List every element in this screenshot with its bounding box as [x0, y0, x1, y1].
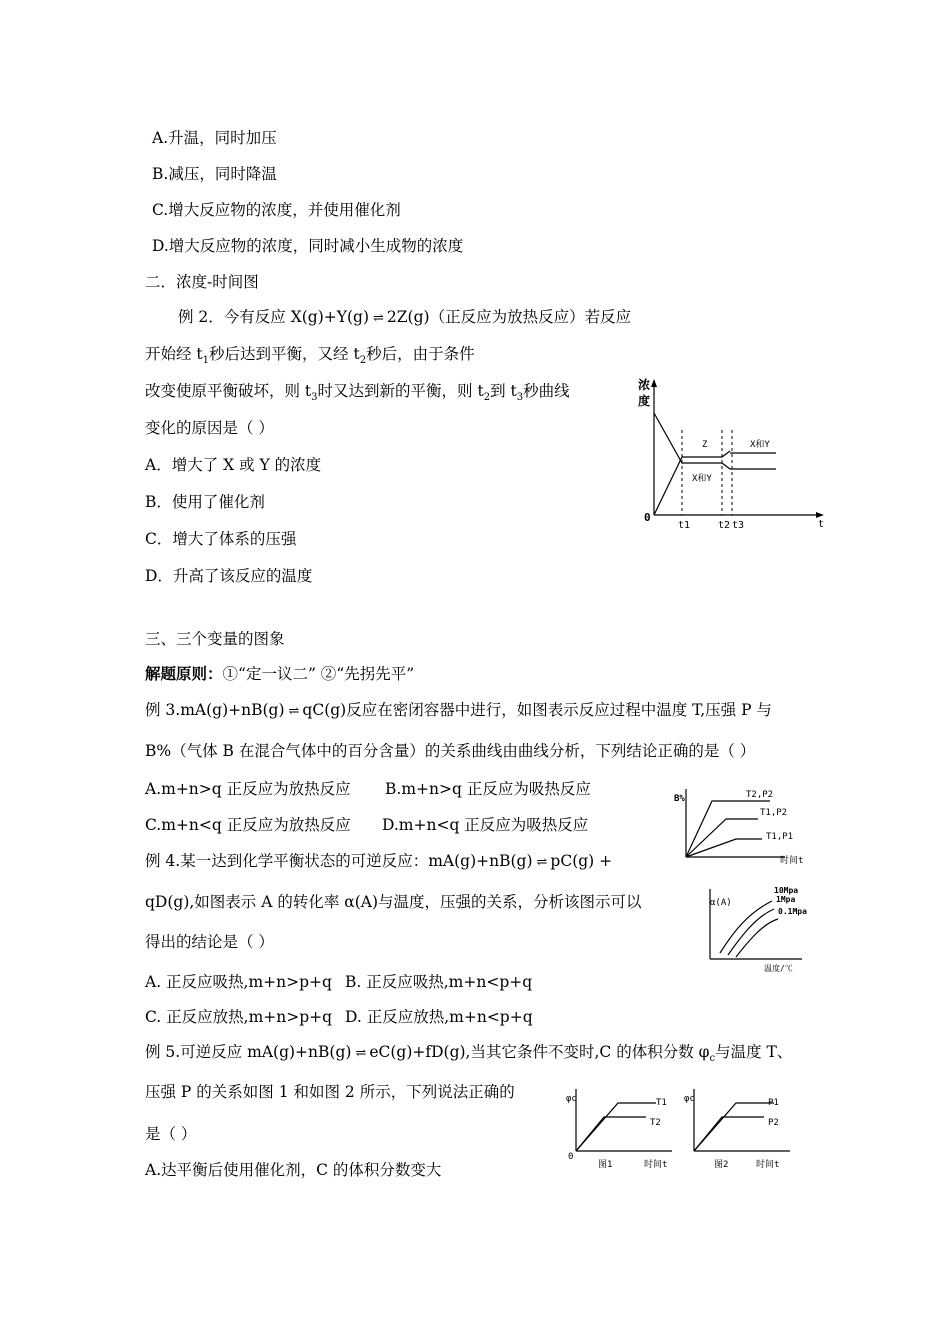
fig4-curve-t1	[576, 1103, 656, 1151]
q1-option-d: D.增大反应物的浓度，同时减小生成物的浓度	[152, 237, 464, 255]
section-3-heading: 三、三个变量的图象	[145, 630, 285, 648]
fig5-xlabel: 时间t	[756, 1160, 780, 1170]
fig4-ylabel: φc	[566, 1094, 577, 1104]
example-2-option-a: A．增大了 X 或 Y 的浓度	[145, 456, 322, 474]
fig5-caption: 图2	[714, 1160, 729, 1170]
q1-option-b: B.减压，同时降温	[152, 165, 277, 183]
example-4-option-a: A. 正反应吸热,m+n>p+q	[145, 973, 332, 991]
example-3-line-2: B%（气体 B 在混合气体中的百分含量）的关系曲线由曲线分析，下列结论正确的是（ ）	[145, 742, 756, 760]
conversion-temperature-figure	[702, 883, 812, 975]
example-2-intro: 例 2．今有反应 X(g)+Y(g) ⇌ 2Z(g)（正反应为放热反应）若反应	[178, 308, 632, 326]
fig1-xy-top-label: X和Y	[750, 440, 770, 450]
example-4-option-d: D. 正反应放热,m+n<p+q	[345, 1008, 533, 1026]
fig4-xlabel: 时间t	[644, 1160, 668, 1170]
fig2-label-t1p1: T1,P1	[766, 832, 794, 842]
example-2-line-3: 改变使原平衡破坏，则 $t_3$时又达到新的平衡，则 $t_2$到 $t_3$秒曲线	[145, 382, 570, 404]
fig3-ylabel: α(A)	[710, 898, 732, 908]
b-percent-time-figure	[670, 785, 815, 865]
fig1-t2-label: t2	[718, 520, 731, 531]
fig4-label-t1: T1	[656, 1098, 667, 1108]
fig2-curve-t1p2	[686, 819, 758, 857]
fig2-ylabel: B%	[674, 794, 685, 804]
example-5-option-a: A.达平衡后使用催化剂，C 的体积分数变大	[145, 1161, 442, 1179]
fig3-curve-01mpa	[736, 919, 778, 957]
q1-option-c: C.增大反应物的浓度，并使用催化剂	[152, 201, 401, 219]
example-5-line-1: 例 5.可逆反应 mA(g)+nB(g) ⇌ eC(g)+fD(g),当其它条件不变时,C 的体积分数 $\varphi_c$与温度 T、	[145, 1043, 793, 1065]
fig1-origin: 0	[644, 511, 651, 524]
fig4-origin: 0	[568, 1152, 574, 1162]
example-2-line-2: 开始经 $t_1$秒后达到平衡，又经 $t_2$秒后，由于条件	[145, 345, 475, 367]
fig1-curve-xy	[654, 413, 730, 469]
example-4-line-3: 得出的结论是（ ）	[145, 933, 274, 951]
example-2-option-c: C．增大了体系的压强	[145, 530, 297, 548]
section-2-heading: 二．浓度-时间图	[145, 273, 259, 291]
fig1-y-arrow	[651, 379, 657, 387]
example-3-line-1: 例 3.mA(g)+nB(g) ⇌ qC(g)反应在密闭容器中进行，如图表示反应过程中温度 T,压强 P 与	[145, 701, 772, 719]
fig4-label-t2: T2	[650, 1118, 661, 1128]
q1-option-a: A.升温，同时加压	[152, 129, 277, 147]
fig2-label-t2p2: T2,P2	[746, 790, 774, 800]
concentration-time-figure	[630, 375, 830, 535]
example-4-line-2: qD(g),如图表示 A 的转化率 α(A)与温度，压强的关系，分析该图示可以	[145, 893, 642, 911]
example-2-option-d: D．升高了该反应的温度	[145, 567, 313, 585]
example-4-option-b: B. 正反应吸热,m+n<p+q	[345, 973, 533, 991]
fig2-curve-t1p1	[686, 839, 762, 857]
example-2-option-b: B．使用了催化剂	[145, 493, 265, 511]
fig3-label-1mpa: 1Mpa	[776, 895, 796, 904]
fig2-curve-t2p2	[686, 801, 770, 857]
fig4-curve-t2	[576, 1117, 646, 1151]
fig1-x-label: t	[818, 519, 825, 530]
fig1-x-arrow	[816, 512, 824, 518]
example-3-option-c: C.m+n<q 正反应为放热反应	[145, 816, 351, 834]
principle-line: 解题原则：①“定一议二” ②“先拐先平”	[145, 664, 415, 683]
example-4-option-c: C. 正反应放热,m+n>p+q	[145, 1008, 333, 1026]
fig2-xlabel: 时间t	[780, 856, 804, 866]
fig3-label-01mpa: 0.1Mpa	[778, 907, 807, 916]
fig3-xlabel: 温度/℃	[764, 964, 793, 973]
example-3-option-d: D.m+n<q 正反应为吸热反应	[382, 816, 589, 834]
example-2-line-4: 变化的原因是（ ）	[145, 419, 274, 437]
fig5-curve-p1	[694, 1103, 774, 1151]
phi-c-pressure-figure	[678, 1085, 798, 1175]
fig1-ylabel-2: 度	[638, 394, 651, 408]
fig5-ylabel: φc	[684, 1094, 695, 1104]
fig1-xy-mid-label: X和Y	[692, 474, 712, 484]
fig5-label-p2: P2	[768, 1118, 779, 1128]
example-3-option-b: B.m+n>q 正反应为吸热反应	[385, 780, 591, 798]
example-5-line-3: 是（ ）	[145, 1125, 197, 1143]
fig4-caption: 图1	[598, 1160, 613, 1170]
fig5-curve-p2	[694, 1117, 764, 1151]
fig1-t3-label: t3	[732, 520, 745, 531]
fig5-label-p1: P1	[768, 1098, 779, 1108]
phi-c-temperature-figure	[560, 1085, 680, 1175]
example-5-line-2: 压强 P 的关系如图 1 和如图 2 所示，下列说法正确的	[145, 1083, 515, 1101]
fig2-label-t1p2: T1,P2	[760, 808, 788, 818]
fig3-label-10mpa: 10Mpa	[774, 886, 799, 895]
fig1-z-label: Z	[702, 440, 708, 450]
example-4-line-1: 例 4.某一达到化学平衡状态的可逆反应：mA(g)+nB(g) ⇌ pC(g) +	[145, 852, 613, 870]
fig1-ylabel-1: 浓	[638, 378, 651, 392]
example-3-option-a: A.m+n>q 正反应为放热反应	[145, 780, 351, 798]
fig1-t1-label: t1	[678, 520, 691, 531]
